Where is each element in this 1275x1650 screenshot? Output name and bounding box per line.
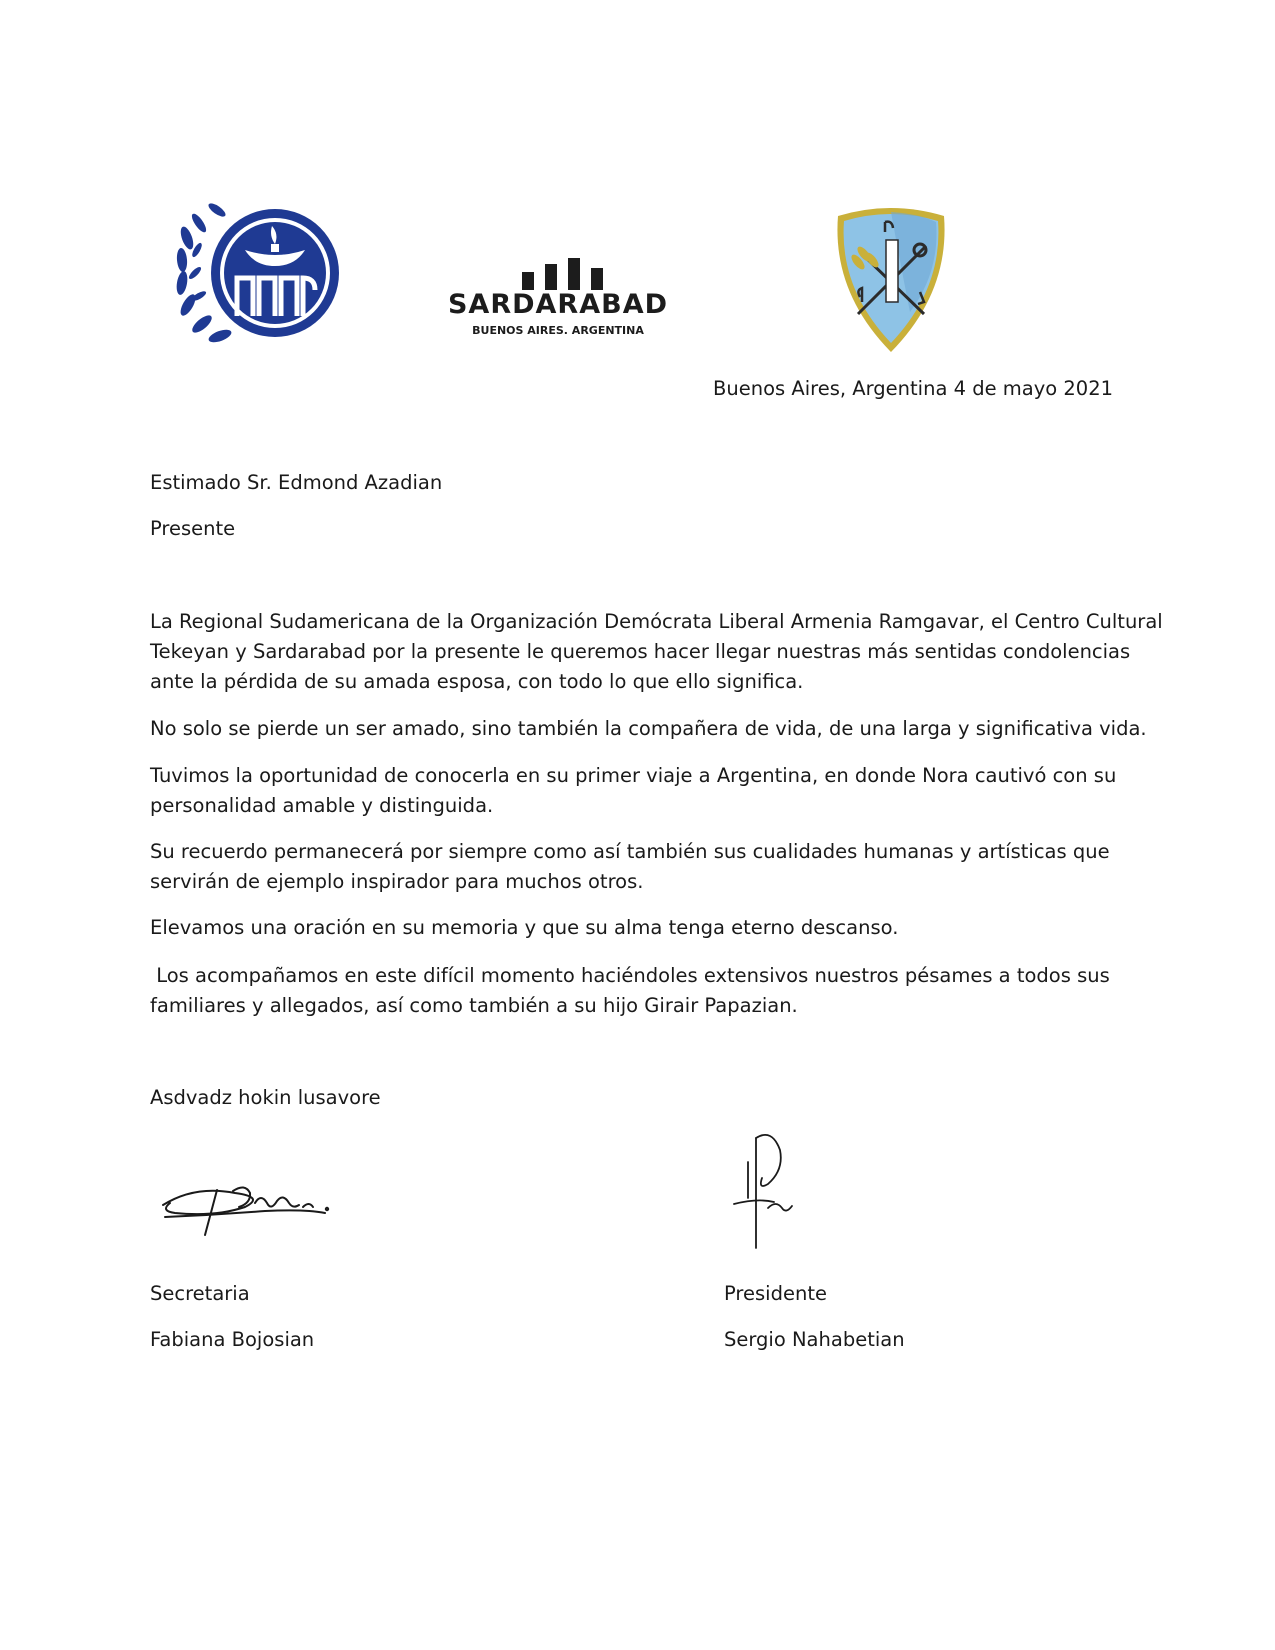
signer-left-role: Secretaria <box>150 1282 250 1305</box>
signer-left-name: Fabiana Bojosian <box>150 1328 315 1351</box>
closing-line: Asdvadz hokin lusavore <box>150 1086 381 1109</box>
signature-right-icon <box>728 1128 820 1260</box>
signer-right-name: Sergio Nahabetian <box>724 1328 905 1351</box>
paragraph-line: ante la pérdida de su amada esposa, con todo lo que ello significa. <box>150 670 804 693</box>
signer-right-role: Presidente <box>724 1282 827 1305</box>
paragraph-line: Tuvimos la oportunidad de conocerla en su primer viaje a Argentina, en donde Nora cautivó con su <box>150 764 1117 787</box>
sardarabad-bars-icon <box>522 258 604 290</box>
paragraph-line: La Regional Sudamericana de la Organización Demócrata Liberal Armenia Ramgavar, el Centro Cultural <box>150 610 1163 633</box>
sardarabad-subtitle: BUENOS AIRES. ARGENTINA <box>472 324 644 337</box>
ramgavar-lamp-emblem-icon <box>175 198 345 348</box>
sardarabad-name: SARDARABAD <box>447 289 668 320</box>
paragraph-1 <box>150 607 1163 697</box>
paragraph-line: Tekeyan y Sardarabad por la presente le queremos hacer llegar nuestras más sentidas condolencias <box>150 640 1131 663</box>
paragraph-3 <box>150 761 1130 821</box>
paragraph-line: Elevamos una oración en su memoria y que su alma tenga eterno descanso. <box>150 916 899 939</box>
paragraph-line: Su recuerdo permanecerá por siempre como así también sus cualidades humanas y artísticas que <box>150 840 1110 863</box>
paragraph-6 <box>150 961 1130 1021</box>
paragraph-5 <box>150 913 1130 943</box>
place-date: Buenos Aires, Argentina 4 de mayo 2021 <box>713 377 1114 400</box>
presente-line: Presente <box>150 517 236 540</box>
greeting: Estimado Sr. Edmond Azadian <box>150 471 443 494</box>
paragraph-line: Los acompañamos en este difícil momento haciéndoles extensivos nuestros pésames a todos sus <box>150 964 1110 987</box>
signature-left-icon <box>155 1145 335 1260</box>
paragraph-2 <box>150 714 1147 744</box>
sardarabad-logo <box>418 258 698 343</box>
paragraph-line: familiares y allegados, así como también a su hijo Girair Papazian. <box>150 994 798 1017</box>
paragraph-line: personalidad amable y distinguida. <box>150 794 494 817</box>
paragraph-line: servirán de ejemplo inspirador para muchos otros. <box>150 870 644 893</box>
paragraph-4 <box>150 837 1130 897</box>
tekeyan-shield-emblem-icon <box>830 202 952 354</box>
paragraph-line: No solo se pierde un ser amado, sino también la compañera de vida, de una larga y significativa vida. <box>150 717 1147 740</box>
